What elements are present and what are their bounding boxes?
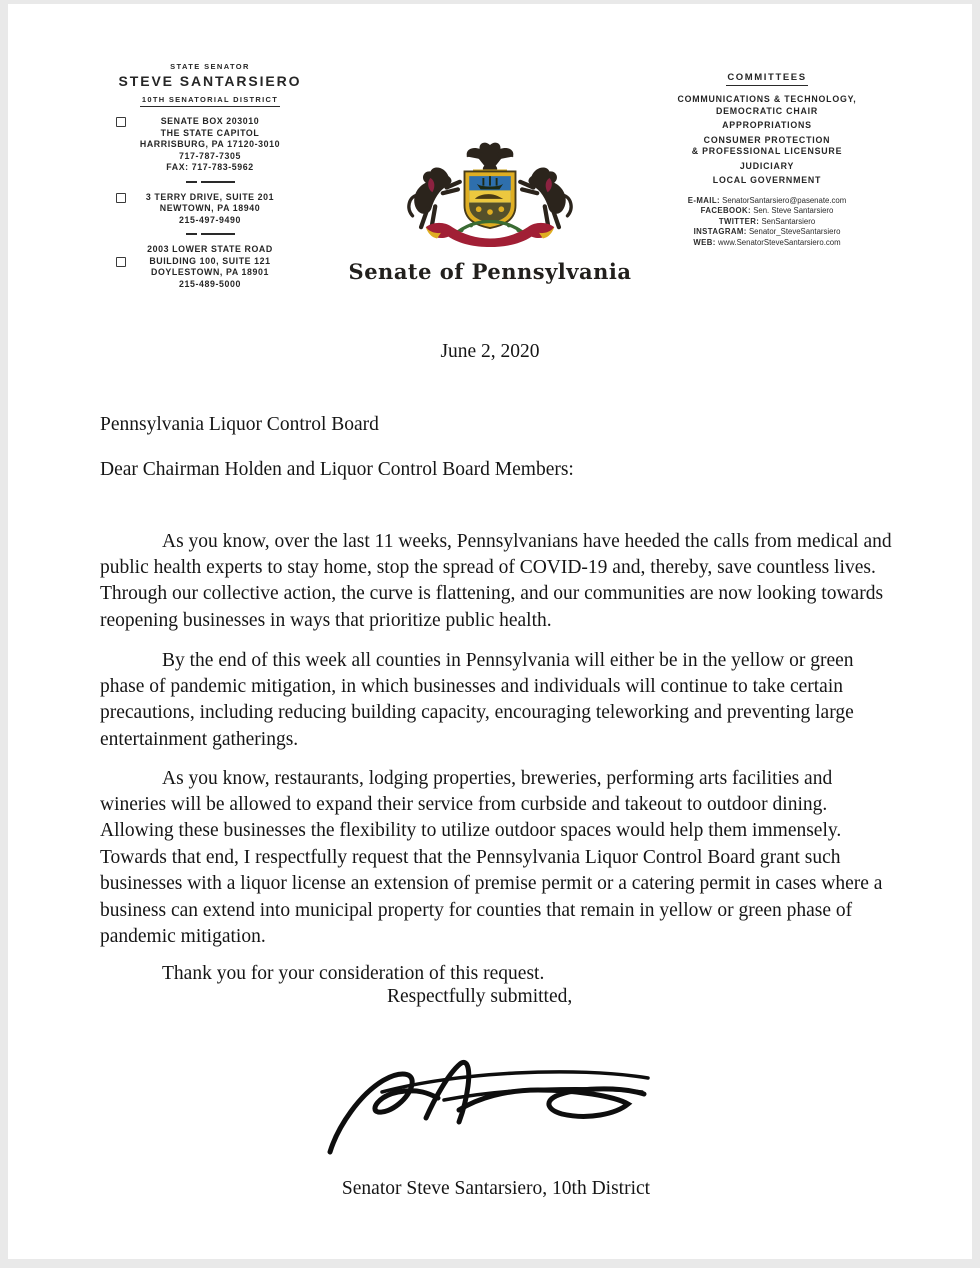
seal-block bbox=[340, 140, 640, 284]
salutation: Dear Chairman Holden and Liquor Control Board Members: bbox=[100, 459, 574, 480]
recipient: Pennsylvania Liquor Control Board bbox=[100, 414, 379, 435]
divider bbox=[184, 233, 236, 235]
sender-name: STEVE SANTARSIERO bbox=[118, 73, 302, 89]
pennsylvania-coat-of-arms-icon bbox=[405, 140, 575, 252]
office-line: DOYLESTOWN, PA 18901 bbox=[151, 267, 269, 277]
office-line: NEWTOWN, PA 18940 bbox=[159, 203, 261, 213]
seal-caption: Senate of Pennsylvania bbox=[348, 259, 632, 284]
body-paragraph-3: As you know, restaurants, lodging properties, breweries, performing arts facilities and wineries will be allowed to expand their service from curbside and takeout to outdoor dining. Allowing these businesses the flexibility to utilize outdoor spaces would help them immensely. Towards that end, I respectfully request that the Pennsylvania Liquor Control Board grant such businesses with a liquor license an extension of premise permit or a catering permit in cases where a business can extend into municipal property for counties that remain in yellow or green phase of pandemic mitigation. bbox=[100, 767, 883, 947]
office-line: FAX: 717-783-5962 bbox=[166, 162, 254, 172]
office-line: SENATE BOX 203010 bbox=[160, 116, 260, 126]
checkbox-icon bbox=[116, 117, 126, 127]
body-paragraph-1: As you know, over the last 11 weeks, Pennsylvanians have heeded the calls from medical and public health experts to stay home, stop the spread of COVID-19 and, thereby, save countless lives. Through our collective action, the curve is flattening, and our communities are now looking towards reopening businesses in ways that prioritize public health. bbox=[100, 530, 892, 631]
signature-name: Senator Steve Santarsiero, 10th District bbox=[341, 1178, 651, 1199]
thanks-line: Thank you for your consideration of this request. bbox=[162, 962, 545, 984]
body-paragraph-2: By the end of this week all counties in Pennsylvania will either be in the yellow or green phase of pandemic mitigation, in which businesses and individuals will continue to take certain precautions, including reducing building capacity, encouraging teleworking and preventing large entertainment gatherings. bbox=[100, 649, 854, 750]
office-line: 717-787-7305 bbox=[179, 150, 241, 161]
committee-item: LOCAL GOVERNMENT bbox=[712, 175, 822, 185]
office-line: 3 TERRY DRIVE, SUITE 201 bbox=[145, 191, 275, 202]
signature bbox=[326, 1048, 656, 1160]
signature-icon bbox=[326, 1048, 656, 1160]
office-address-newtown bbox=[92, 192, 328, 227]
sender-district: 10TH SENATORIAL DISTRICT bbox=[140, 95, 280, 107]
checkbox-icon bbox=[116, 193, 126, 203]
office-address-capitol bbox=[92, 116, 328, 174]
sender-block bbox=[92, 62, 328, 290]
office-line: HARRISBURG, PA 17120-3010 bbox=[139, 139, 281, 149]
checkbox-icon bbox=[116, 257, 126, 267]
letter-date: June 2, 2020 bbox=[440, 341, 540, 362]
contact-web: WEB: www.SenatorSteveSantarsiero.com bbox=[693, 237, 841, 247]
committees-block bbox=[650, 67, 884, 248]
committee-item: CONSUMER PROTECTION & PROFESSIONAL LICENSURE bbox=[691, 134, 843, 156]
contact-instagram: INSTAGRAM: Senator_SteveSantarsiero bbox=[693, 227, 841, 237]
sender-title: STATE SENATOR bbox=[170, 62, 250, 71]
office-line: 215-497-9490 bbox=[179, 214, 241, 225]
office-line: 215-489-5000 bbox=[179, 278, 241, 289]
contact-twitter: TWITTER: SenSantarsiero bbox=[718, 216, 816, 226]
committee-item: COMMUNICATIONS & TECHNOLOGY, DEMOCRATIC CHAIR bbox=[677, 94, 857, 116]
contact-email: E-MAIL: SenatorSantarsiero@pasenate.com bbox=[687, 195, 847, 205]
office-line: THE STATE CAPITOL bbox=[160, 127, 260, 138]
office-address-doylestown bbox=[92, 244, 328, 290]
contact-facebook: FACEBOOK: Sen. Steve Santarsiero bbox=[700, 206, 834, 216]
office-line: BUILDING 100, SUITE 121 bbox=[149, 255, 271, 266]
office-line: 2003 LOWER STATE ROAD bbox=[147, 244, 273, 254]
divider bbox=[184, 181, 236, 183]
letter-page bbox=[8, 4, 972, 1259]
closing-line: Respectfully submitted, bbox=[387, 986, 573, 1007]
committee-item: APPROPRIATIONS bbox=[722, 120, 812, 130]
committees-heading: COMMITTEES bbox=[726, 72, 807, 86]
committee-item: JUDICIARY bbox=[739, 160, 795, 171]
